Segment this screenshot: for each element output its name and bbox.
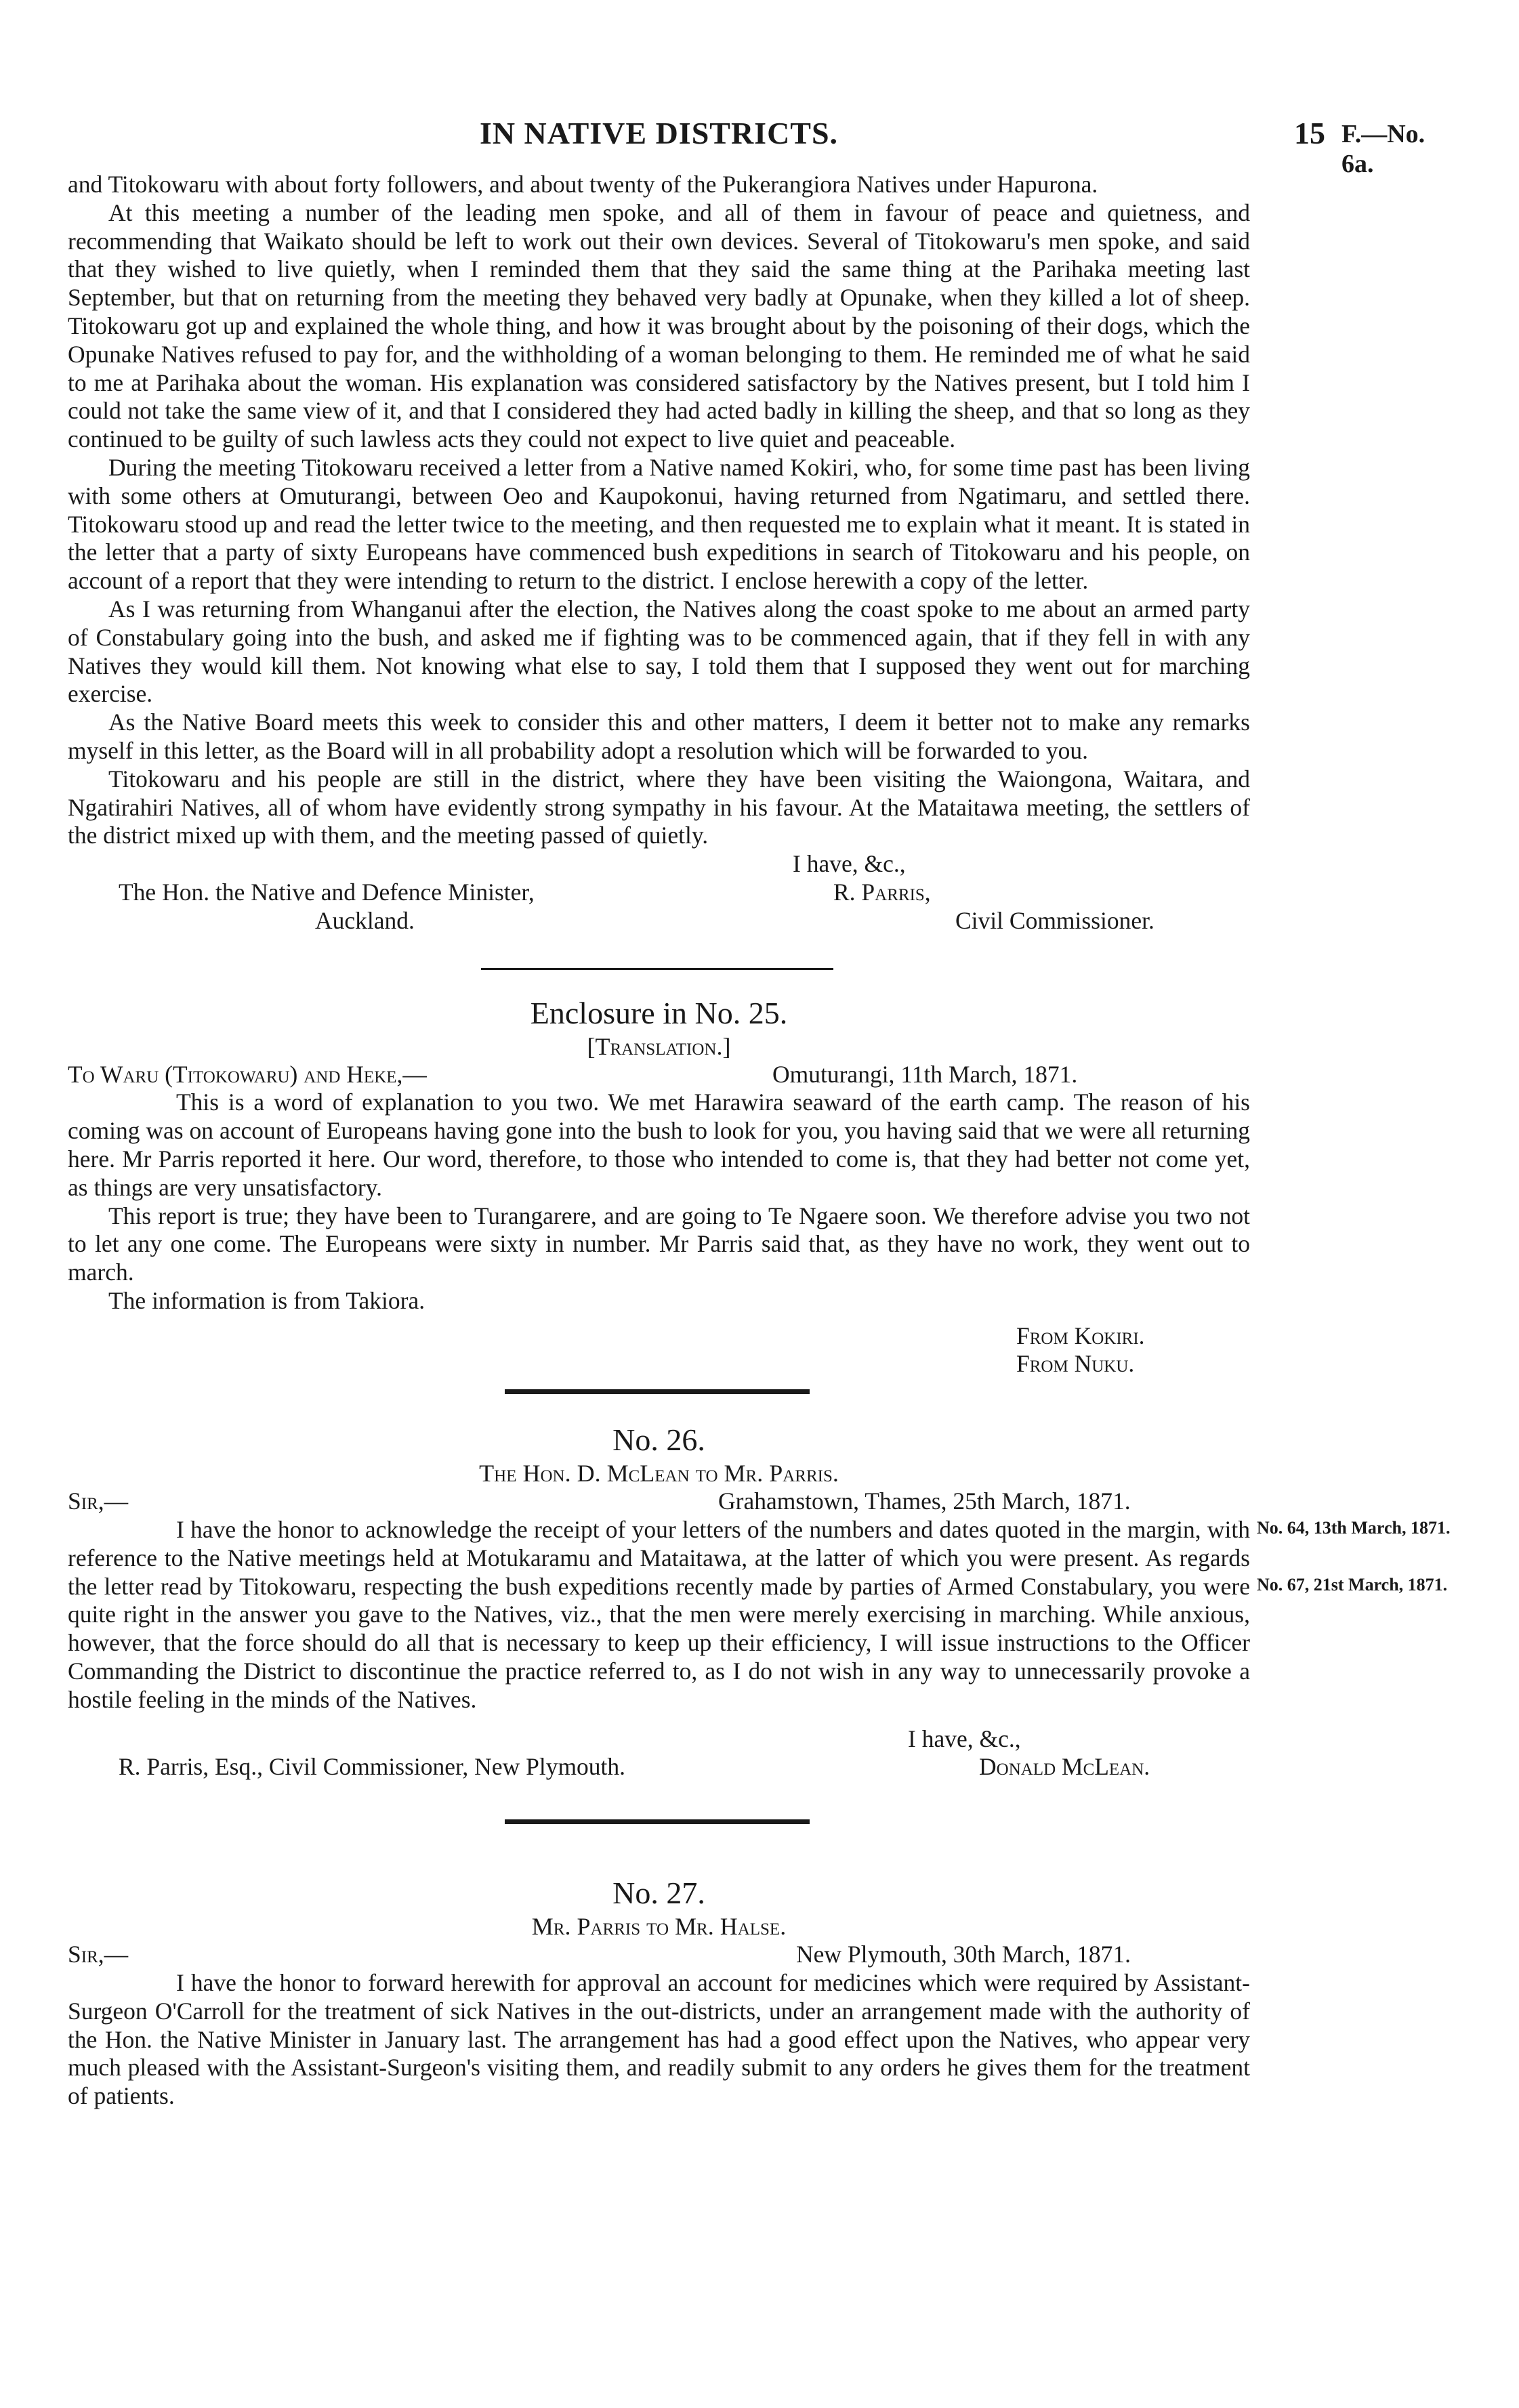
salutation: To Waru (Titokowaru) and Heke,— [68,1060,427,1088]
paragraph: This is a word of explanation to you two. We met Harawira seaward of the earth camp. The reason of his coming was on account of Europeans having gone into the bush to look for you, you having said that we were all returning here. Mr Parris reported it here. Our word, therefore, to those who intended to come is, that they had better not come yet, as things are very unsatisfactory. [68,1089,1250,1201]
signature-row [68,879,1250,907]
addressee-city: Auckland. [315,906,415,934]
section-divider [505,1389,810,1394]
signature-row [68,1350,1250,1378]
paragraph: and Titokowaru with about forty followers, and about twenty of the Pukerangiora Natives under Hapurona. [68,171,1098,198]
signature: R. Parris, [833,878,931,906]
page-number: 15 [1294,116,1325,150]
signature-row [68,1753,1250,1781]
section-divider [505,1819,810,1824]
paragraph: As the Native Board meets this week to consider this and other matters, I deem it better not to make any remarks myself in this letter, as the Board will in all probability adopt a resolution which will be forwarded to you. [68,709,1250,764]
signature: From Nuku. [1016,1350,1135,1378]
paragraph: I have the honor to acknowledge the receipt of your letters of the numbers and dates quoted in the margin, with reference to the Native meetings held at Motukaramu and Mataitawa, at the latter of which you were present. As regards the letter read by Titokowaru, respecting the bush expeditions recently made by parties of Armed Constabulary, you were quite right in the answer you gave to the Natives, viz., that the men were merely exercising in marching. While anxious, however, that the force should do all that is necessary to keep up their efficiency, I will issue instructions to the Officer Commanding the District to discontinue the practice referred to, as I do not wish in any way to unnecessarily provoke a hostile feeling in the minds of the Natives. [68,1516,1250,1713]
paragraph: This report is true; they have been to Turangarere, and are going to Te Ngaere soon. We therefore advise you two not to let any one come. The Europeans were sixty in number. Mr Parris said that, as they have no work, they went out to march. [68,1202,1250,1286]
no27-subheading: Mr. Parris to Mr. Halse. [531,1913,787,1941]
addressee: The Hon. the Native and Defence Minister, [119,878,535,906]
document-page [68,115,1463,2111]
salutation-row [68,1941,1250,1969]
salutation: Sir,— [68,1941,129,1968]
margin-note: No. 64, 13th March, 1871. [1257,1518,1451,1538]
closing: I have, &c., [908,1725,1021,1752]
salutation-row [68,1061,1250,1089]
paragraph: During the meeting Titokowaru received a letter from a Native named Kokiri, who, for some time past has been living with some others at Omuturangi, between Oeo and Kaupokonui, having returned from Ngatimaru, and settled there. Titokowaru stood up and read the letter twice to the meeting, and then requested me to explain what it meant. It is stated in the letter that a party of sixty Europeans have commenced bush expeditions in search of Titokowaru and his people, on account of a report that they were intending to return to the district. I enclose herewith a copy of the letter. [68,453,1250,595]
no26-heading: No. 26. [612,1422,705,1458]
paragraph: I have the honor to forward herewith for approval an account for medicines which were required by Assistant-Surgeon O'Carroll for the treatment of sick Natives in the out-districts, under an arrangement made with the authority of the Hon. the Native Minister in January last. The arrangement has had a good effect upon the Natives, who appear very much pleased with the Assistant-Surgeon's visiting them, and readily submit to any orders he gives them for the treatment of patients. [68,1969,1250,2110]
paragraph: The information is from Takiora. [108,1286,425,1314]
enclosure-subheading: [Translation.] [587,1032,731,1060]
closing: I have, &c., [793,850,906,878]
addressee: R. Parris, Esq., Civil Commissioner, New Plymouth. [119,1753,626,1781]
signature: From Kokiri. [1016,1322,1145,1349]
salutation: Sir,— [68,1487,129,1515]
no26-section [68,1421,1463,1781]
closing-row [68,1725,1250,1754]
paper-reference: F.—No. 6a. [1341,120,1426,178]
running-title: IN NATIVE DISTRICTS. [479,116,839,150]
place-date: New Plymouth, 30th March, 1871. [796,1941,1131,1968]
paragraph: Titokowaru and his people are still in the district, where they have been visiting the Waiongona, Waitara, and Ngatirahiri Natives, all of whom have evidently strong sympathy in his favour. At the Mataitawa meeting, the settlers of the district mixed up with them, and the meeting passed of quietly. [68,765,1250,849]
page-header [68,115,1463,178]
signature-title: Civil Commissioner. [955,906,1154,934]
no27-section [68,1874,1463,2111]
enclosure-heading: Enclosure in No. 25. [530,995,788,1030]
no27-heading: No. 27. [612,1876,705,1911]
signature-row [68,1322,1250,1351]
signature-row [68,907,1250,935]
paragraph: As I was returning from Whanganui after the election, the Natives along the coast spoke to me about an armed party of Constabulary going into the bush, and asked me if fighting was to be commenced again, that if they fell in with any Natives they would kill them. Not knowing what else to say, I told them that I supposed they went out for marching exercise. [68,595,1250,708]
signature: Donald McLean. [979,1753,1150,1781]
margin-note: No. 67, 21st March, 1871. [1257,1575,1448,1595]
no26-subheading: The Hon. D. McLean to Mr. Parris. [479,1460,839,1487]
place-date: Omuturangi, 11th March, 1871. [772,1060,1078,1088]
paragraph: At this meeting a number of the leading men spoke, and all of them in favour of peace and quietness, and recommending that Waikato should be left to work out their own devices. Several of Titokowaru's men spoke, and said that they wished to live quietly, when I reminded them that they said the same thing at the Parihaka meeting last September, but that on returning from the meeting they behaved very badly at Opunake, when they killed a lot of sheep. Titokowaru got up and explained the whole thing, and how it was brought about by the poisoning of their dogs, which the Opunake Natives refused to pay for, and the withholding of a woman belonging to them. He reminded me of what he said to me at Parihaka about the woman. His explanation was considered satisfactory by the Natives present, but I told him I could not take the same view of it, and that I considered they had acted badly in killing the sheep, and that so long as they continued to be guilty of such lawless acts they could not expect to live quiet and peaceable. [68,198,1250,453]
closing-row [68,850,1250,879]
section-divider [481,968,833,970]
salutation-row [68,1487,1250,1516]
place-date: Grahamstown, Thames, 25th March, 1871. [718,1487,1131,1515]
letter-25-body [68,171,1250,935]
enclosure-section [68,994,1463,1379]
